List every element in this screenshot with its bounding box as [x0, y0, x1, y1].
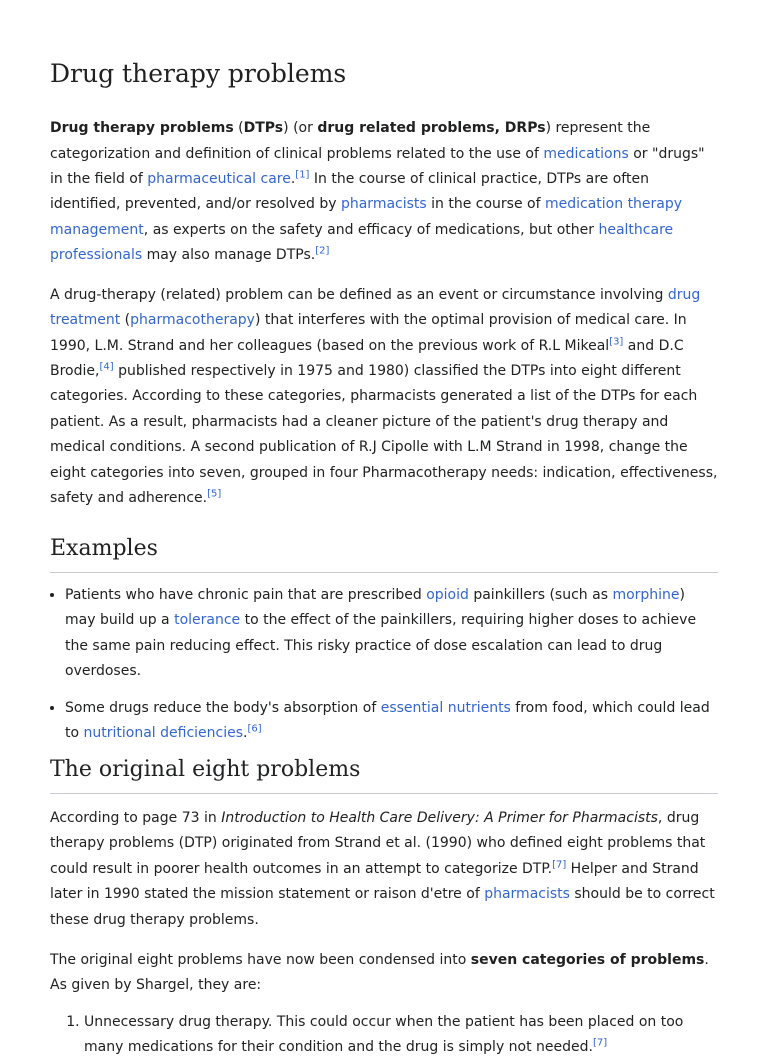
original-paragraph-1: According to page 73 in Introduction to Health Care Delivery: A Primer for Pharmacists, drug therapy problems (DTP) originated from Strand et al. (1990) who defined eight problems that could result in poorer health outcomes in an attempt to categorize DTP.[7] Helper and Strand later in 1990 stated the mission statement or raison d'etre of pharmacists should be to correct these drug therapy problems. — [50, 809, 715, 928]
ref-7[interactable]: [7] — [552, 859, 567, 871]
ref-4[interactable]: [4] — [99, 361, 114, 373]
ref-6[interactable]: [6] — [247, 723, 262, 735]
link-pharmacotherapy[interactable]: pharmacotherapy — [130, 312, 255, 329]
list-item: 1. Unnecessary drug therapy. This could occur when the patient has been placed on too many medications for their condition and the drug is simply not needed.[7] — [84, 1010, 718, 1061]
link-pharmacists[interactable]: pharmacists — [340, 196, 427, 213]
link-healthcare-professionals[interactable]: healthcare professionals — [50, 221, 674, 264]
ref-2[interactable]: [2] — [315, 245, 330, 257]
link-medications[interactable]: medications — [543, 145, 629, 162]
list-item: • Some drugs reduce the body's absorption of essential nutrients from food, which could lead to nutritional deficiencies.[6] — [65, 696, 718, 747]
heading-original-eight-problems: The original eight problems — [50, 756, 718, 794]
link-opioid[interactable]: opioid — [426, 586, 469, 603]
ref-5[interactable]: [5] — [207, 488, 222, 500]
book-title: Introduction to Health Care Delivery: A Primer for Pharmacists — [221, 809, 658, 826]
ref-3[interactable]: [3] — [609, 335, 624, 347]
categories-bold: seven categories of problems — [470, 952, 705, 968]
link-pharmaceutical-care[interactable]: pharmaceutical care — [147, 171, 291, 188]
ref-7[interactable]: [7] — [593, 1037, 608, 1049]
intro-paragraph-2: A drug-therapy (related) problem can be defined as an event or circumstance involving drug treatment (pharmacotherapy) that interferes with the optimal provision of medical care. In 1990, L.M. Strand and her colleagues (based on the previous work of R.L Mikeal[3] and D.C Brodie,[4] published respectively in 1975 and 1980) classified the DTPs into eight different categories. According to these categories, pharmacists generated a list of the DTPs for each patient. As a result, pharmacists had a cleaner picture of the patient's drug therapy and medical conditions. A second publication of R.J Cipolle with L.M Strand in 1998, change the eight categories into seven, grouped in four Pharmacotherapy needs: indication, effectiveness, safety and adherence.[5] — [50, 286, 718, 506]
list-item: • Patients who have chronic pain that are prescribed opioid painkillers (such as morphine) may build up a tolerance to the effect of the painkillers, requiring higher doses to achieve the same pain reducing effect. This risky practice of dose escalation can lead to drug overdoses. — [65, 583, 718, 685]
link-medication-therapy-management[interactable]: medication therapy management — [50, 196, 683, 238]
link-nutritional-deficiencies[interactable]: nutritional deficiencies — [83, 724, 244, 741]
abbr-bold: DTPs — [243, 120, 284, 137]
link-pharmacists[interactable]: pharmacists — [484, 886, 570, 903]
heading-examples: Examples — [50, 535, 718, 573]
examples-list — [50, 583, 718, 746]
intro-paragraph-1: Drug therapy problems (DTPs) (or drug related problems, DRPs) represent the categorization and definition of clinical problems related to the use of medications or "drugs" in the field of pharmaceutical care.[1] In the course of clinical practice, DTPs are often identified, prevented, and/or resolved by pharmacists in the course of medication therapy management, as experts on the safety and efficacy of medications, but other healthcare professionals may also manage DTPs.[2] — [50, 120, 705, 264]
alt-term-bold: drug related problems, DRPs — [317, 120, 546, 137]
ref-1[interactable]: [1] — [295, 169, 310, 181]
problems-list — [50, 1010, 718, 1061]
link-essential-nutrients[interactable]: essential nutrients — [380, 699, 511, 716]
link-tolerance[interactable]: tolerance — [174, 612, 241, 629]
term-bold: Drug therapy problems — [50, 120, 234, 137]
link-morphine[interactable]: morphine — [612, 586, 680, 603]
link-drug-treatment[interactable]: drug treatment — [50, 286, 701, 329]
original-paragraph-2: The original eight problems have now been condensed into seven categories of problems. As given by Shargel, they are: — [50, 952, 709, 994]
page-title: Drug therapy problems — [50, 59, 347, 88]
